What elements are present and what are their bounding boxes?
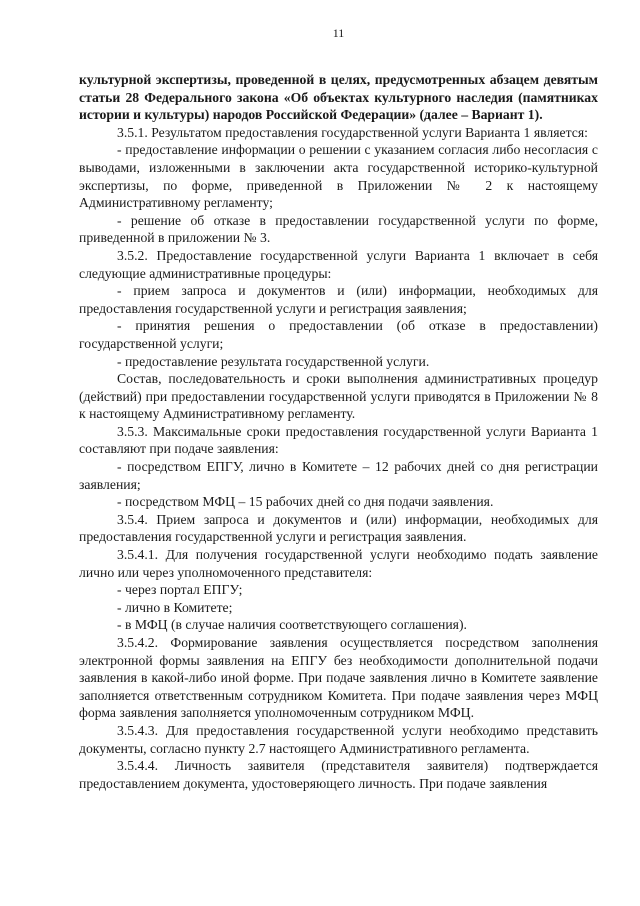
paragraph-3-5-4-2: 3.5.4.2. Формирование заявления осуществляется посредством заполнения электронной формы заявления на ЕПГУ без необходимости дополнительной подачи заявления в какой-либо иной форме. При подаче заявления лично в Комитете заявление заполняется ответственным сотрудником Комитета. При подаче заявления через МФЦ форма заявления заполняется уполномоченным сотрудником МФЦ. <box>79 635 598 721</box>
paragraph-3-5-3: 3.5.3. Максимальные сроки предоставления государственной услуги Варианта 1 составляют при подаче заявления: <box>79 423 598 457</box>
list-item-result-delivery: - предоставление результата государственной услуги. <box>117 353 430 369</box>
list-item-refusal-decision: - решение об отказе в предоставлении государственной услуги по форме, приведенной в приложении № 3. <box>79 212 598 246</box>
list-item-mfc-deadline: - посредством МФЦ – 15 рабочих дней со дня подачи заявления. <box>117 494 494 510</box>
paragraph-variant-1-heading: культурной экспертизы, проведенной в целях, предусмотренных абзацем девятым статьи 28 Федерального закона «Об объектах культурного наследия (памятниках истории и культуры) народов Российской Федерации» (далее – Вариант 1). <box>79 72 598 123</box>
paragraph-3-5-4-4: 3.5.4.4. Личность заявителя (представителя заявителя) подтверждается предоставлением документа, удостоверяющего личность. При подаче заявления <box>79 758 598 791</box>
paragraph-3-5-2: 3.5.2. Предоставление государственной услуги Варианта 1 включает в себя следующие административные процедуры: <box>79 247 598 281</box>
list-item-via-mfc: - в МФЦ (в случае наличия соответствующего соглашения). <box>117 617 467 633</box>
list-item-request-intake: - прием запроса и документов и (или) информации, необходимых для предоставления государственной услуги и регистрация заявления; <box>79 283 598 316</box>
list-item-epgu-deadline: - посредством ЕПГУ, лично в Комитете – 12 рабочих дней со дня регистрации заявления; <box>79 459 598 492</box>
list-item-information-decision: - предоставление информации о решении с указанием согласия либо несогласия с выводами, изложенными в заключении акта государственной историко-культурной экспертизы, по форме, приведенной в Приложении № 2 к настоящему Административному регламенту; <box>79 142 598 211</box>
list-item-via-epgu: - через портал ЕПГУ; <box>117 582 243 598</box>
list-item-in-person: - лично в Комитете; <box>117 599 233 615</box>
paragraph-procedures-composition: Состав, последовательность и сроки выполнения административных процедур (действий) при предоставлении государственной услуги приводятся в Приложении № 8 к настоящему Административному регламенту. <box>79 371 598 422</box>
paragraph-3-5-4-1: 3.5.4.1. Для получения государственной услуги необходимо подать заявление лично или через уполномоченного представителя: <box>79 547 598 580</box>
document-body <box>79 71 598 792</box>
paragraph-3-5-4-3: 3.5.4.3. Для предоставления государственной услуги необходимо представить документы, согласно пункту 2.7 настоящего Административного регламента. <box>79 722 598 756</box>
paragraph-3-5-4: 3.5.4. Прием запроса и документов и (или) информации, необходимых для предоставления государственной услуги и регистрация заявления. <box>79 511 598 545</box>
page-number: 11 <box>332 26 345 40</box>
list-item-decision-making: - принятия решения о предоставлении (об отказе в предоставлении) государственной услуги; <box>79 318 598 351</box>
paragraph-3-5-1: 3.5.1. Результатом предоставления государственной услуги Варианта 1 является: <box>117 124 588 140</box>
